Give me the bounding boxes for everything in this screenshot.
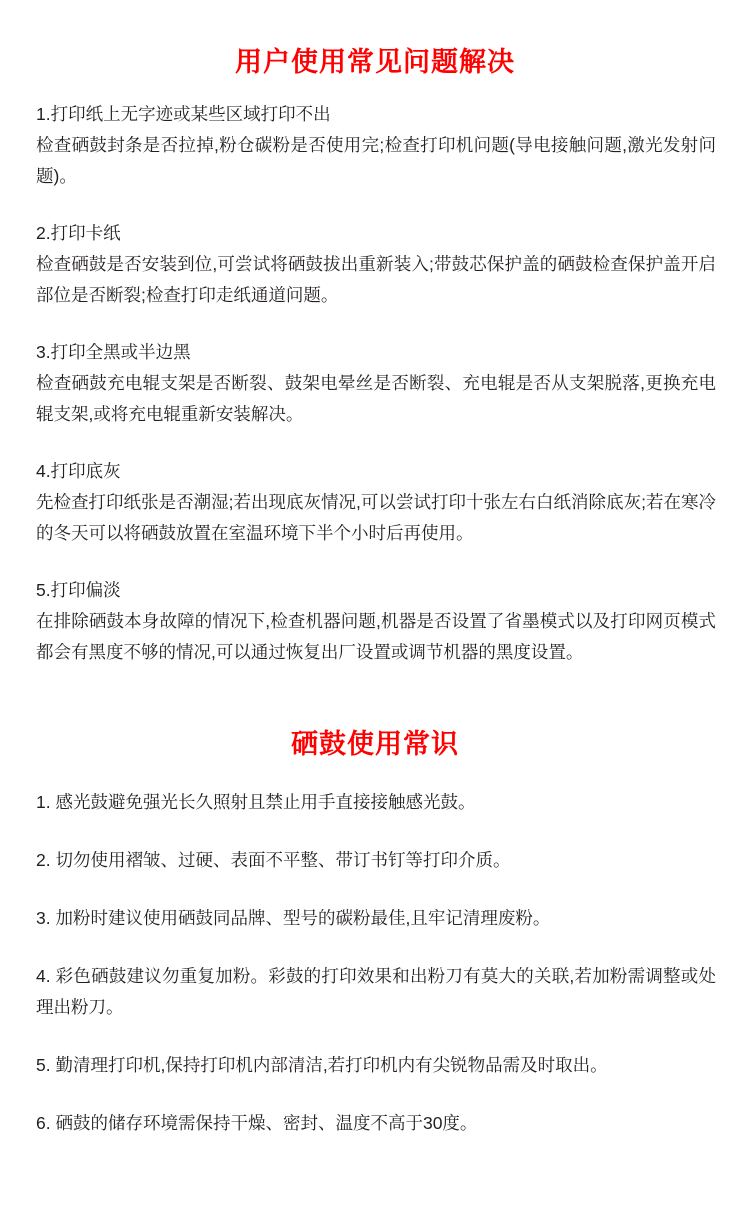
faq-question: 2.打印卡纸 [36, 223, 121, 244]
tip-item: 1. 感光鼓避免强光长久照射且禁止用手直接接触感光鼓。 [36, 792, 476, 813]
faq-item [36, 337, 716, 430]
faq-question: 4.打印底灰 [36, 461, 121, 482]
faq-list [0, 99, 750, 668]
faq-item [36, 218, 716, 311]
tip-item: 6. 硒鼓的储存环境需保持干燥、密封、温度不高于30度。 [36, 1113, 478, 1134]
faq-question: 3.打印全黑或半边黑 [36, 342, 191, 363]
faq-answer: 检查硒鼓封条是否拉掉,粉仓碳粉是否使用完;检查打印机问题(导电接触问题,激光发射问题)。 [36, 135, 716, 187]
tip-item: 5. 勤清理打印机,保持打印机内部清洁,若打印机内有尖锐物品需及时取出。 [36, 1055, 608, 1076]
document-page [0, 18, 750, 1221]
section-title-faq: 用户使用常见问题解决 [235, 47, 515, 78]
tip-item: 3. 加粉时建议使用硒鼓同品牌、型号的碳粉最佳,且牢记清理废粉。 [36, 908, 551, 929]
faq-item [36, 456, 716, 549]
faq-question: 1.打印纸上无字迹或某些区域打印不出 [36, 104, 331, 125]
faq-item [36, 575, 716, 668]
faq-item [36, 99, 716, 192]
tip-item: 2. 切勿使用褶皱、过硬、表面不平整、带订书钉等打印介质。 [36, 850, 511, 871]
faq-answer: 先检查打印纸张是否潮湿;若出现底灰情况,可以尝试打印十张左右白纸消除底灰;若在寒冷的冬天可以将硒鼓放置在室温环境下半个小时后再使用。 [36, 492, 716, 544]
section-title-tips: 硒鼓使用常识 [291, 729, 459, 760]
tips-list [0, 787, 750, 1159]
faq-answer: 检查硒鼓是否安装到位,可尝试将硒鼓拔出重新装入;带鼓芯保护盖的硒鼓检查保护盖开启部位是否断裂;检查打印走纸通道问题。 [36, 254, 716, 306]
tip-item: 4. 彩色硒鼓建议勿重复加粉。彩鼓的打印效果和出粉刀有莫大的关联,若加粉需调整或处理出粉刀。 [36, 966, 716, 1018]
faq-question: 5.打印偏淡 [36, 580, 121, 601]
faq-answer: 检查硒鼓充电辊支架是否断裂、鼓架电晕丝是否断裂、充电辊是否从支架脱落,更换充电辊支架,或将充电辊重新安装解决。 [36, 373, 716, 425]
faq-answer: 在排除硒鼓本身故障的情况下,检查机器问题,机器是否设置了省墨模式以及打印网页模式都会有黑度不够的情况,可以通过恢复出厂设置或调节机器的黑度设置。 [36, 611, 716, 663]
